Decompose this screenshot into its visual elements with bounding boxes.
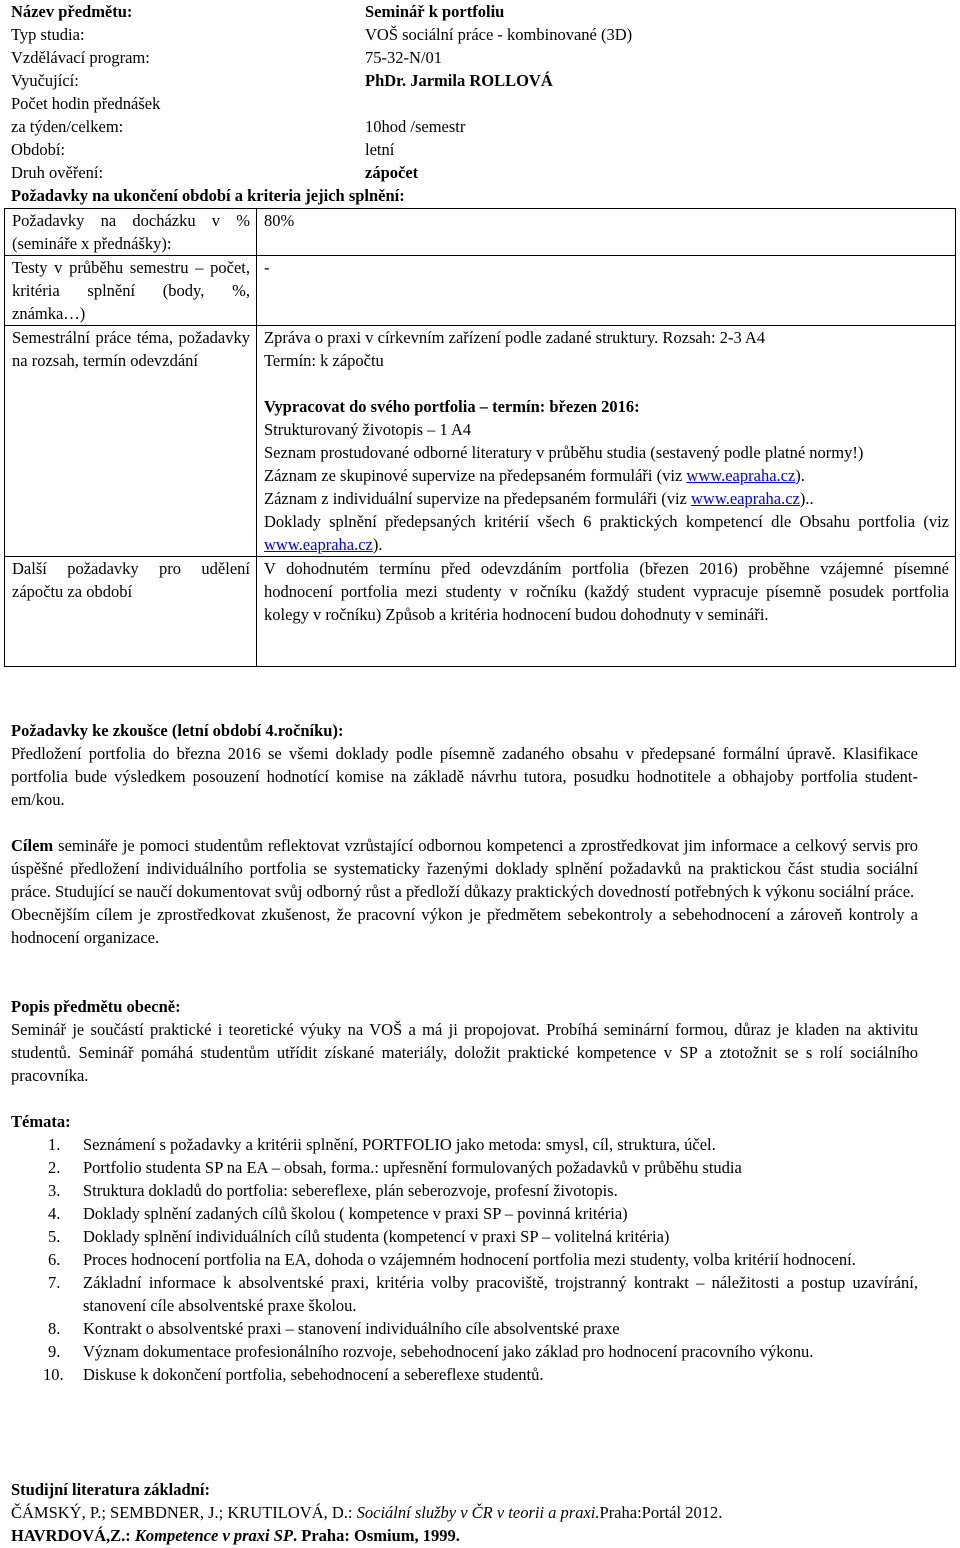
portfolio-item-4: Záznam z individuální supervize na předepsaném formuláři (viz www.eapraha.cz).. <box>264 489 814 508</box>
requirements-table <box>4 208 956 667</box>
table-row <box>5 557 956 667</box>
list-item: 4. Doklady splnění zadaných cílů školou ( kompetence v praxi SP – povinná kritéria) <box>48 1204 628 1223</box>
exam-heading: Požadavky ke zkoušce (letní období 4.ročníku): <box>11 721 344 740</box>
portfolio-item-2: Seznam prostudované odborné literatury v průběhu studia (sestavený podle platné normy!) <box>264 443 864 462</box>
program-value: 75-32-N/01 <box>365 48 442 67</box>
subject-row <box>11 0 951 23</box>
teacher-label: Vyučující: <box>11 71 79 90</box>
goal-lead: Cílem <box>11 836 54 855</box>
list-item: 5. Doklady splnění individuálních cílů studenta (kompetencí v praxi SP – volitelná kritéria) <box>48 1227 670 1246</box>
goal-section <box>11 834 918 949</box>
table-row <box>5 209 956 256</box>
other-requirements-value: V dohodnutém termínu před odevzdáním portfolia (březen 2016) proběhne vzájemné písemné hodnocení portfolia mezi studenty v ročníku (každý student vypracuje písemně posudek portfolia kolegy v ročníku) Způsob a kritéria hodnocení budou dohodnuty v semináři. <box>257 557 956 667</box>
verification-label: Druh ověření: <box>11 163 104 182</box>
table-row <box>5 256 956 326</box>
verification-row <box>11 161 951 184</box>
table-row <box>5 326 956 557</box>
goal-text: semináře je pomoci studentům reflektovat vzrůstající odbornou kompetenci a zprostředkovat jim informace a celkový servis pro úspěšné předložení individuálního portfolia se systematicky řazenými doklady splnění požadavků na praktickou část studia sociální práce. Studující se naučí dokumentovat svůj odborný růst a předloží důkazy praktických dovedností potřebných k výkonu sociální práce. <box>11 836 918 901</box>
requirements-heading: Požadavky na ukončení období a kriteria jejich splnění: <box>11 186 405 205</box>
teacher-value: PhDr. Jarmila ROLLOVÁ <box>365 71 553 90</box>
literature-ref-1: ČÁMSKÝ, P.; SEMBDNER, J.; KRUTILOVÁ, D.: Sociální služby v ČR v teorii a praxi.Praha:Portál 2012. <box>11 1503 723 1522</box>
attendance-label: Požadavky na docházku v % (semináře x přednášky): <box>5 209 257 256</box>
topics-list <box>11 1133 918 1386</box>
other-requirements-label: Další požadavky pro udělení zápočtu za období <box>5 557 257 667</box>
eapraha-link[interactable]: www.eapraha.cz <box>686 466 796 485</box>
hours-row <box>11 115 951 138</box>
literature-ref-2: HAVRDOVÁ,Z.: Kompetence v praxi SP. Praha: Osmium, 1999. <box>11 1526 460 1545</box>
portfolio-heading: Vypracovat do svého portfolia – termín: březen 2016: <box>264 397 640 416</box>
period-label: Období: <box>11 140 66 159</box>
period-row <box>11 138 951 161</box>
attendance-value: 80% <box>257 209 956 256</box>
period-value: letní <box>365 140 395 159</box>
list-item: 3. Struktura dokladů do portfolia: sebereflexe, plán seberozvoje, profesní životopis. <box>48 1181 618 1200</box>
topics-section <box>11 1110 918 1386</box>
literature-heading: Studijní literatura základní: <box>11 1480 210 1499</box>
literature-section <box>11 1478 918 1547</box>
semester-work-value <box>257 326 956 557</box>
description-heading: Popis předmětu obecně: <box>11 997 181 1016</box>
verification-value: zápočet <box>365 163 419 182</box>
semester-work-line1: Zpráva o praxi v církevním zařízení podle zadané struktury. Rozsah: 2-3 A4 <box>264 328 766 347</box>
portfolio-item-5: Doklady splnění předepsaných kritérií všech 6 praktických kompetencí dle Obsahu portfolia (viz www.eapraha.cz). <box>264 512 949 554</box>
eapraha-link[interactable]: www.eapraha.cz <box>264 535 373 554</box>
tests-value: - <box>257 256 956 326</box>
portfolio-item-1: Strukturovaný životopis – 1 A4 <box>264 420 472 439</box>
description-section <box>11 995 918 1087</box>
list-item: 1. Seznámení s požadavky a kritérii splnění, PORTFOLIO jako metoda: smysl, cíl, struktura, účel. <box>48 1135 716 1154</box>
hours-value: 10hod /semestr <box>365 117 466 136</box>
topics-heading: Témata: <box>11 1112 71 1131</box>
study-type-row <box>11 23 951 46</box>
semester-work-line2: Termín: k zápočtu <box>264 351 384 370</box>
hours-label-1: Počet hodin přednášek <box>11 94 161 113</box>
eapraha-link[interactable]: www.eapraha.cz <box>691 489 800 508</box>
description-text: Seminář je součástí praktické i teoretické výuky na VOŠ a má ji propojovat. Probíhá seminární formou, důraz je kladen na aktivitu studentů. Seminář pomáhá studentům utřídit získané materiály, doložit praktické kompetence v SP a ztotožnit se s rolí sociálního pracovníka. <box>11 1020 918 1085</box>
exam-section <box>11 719 918 811</box>
hours-label-row <box>11 92 951 115</box>
subject-label: Název předmětu: <box>11 2 133 21</box>
list-item: 10. Diskuse k dokončení portfolia, sebehodnocení a sebereflexe studentů. <box>43 1365 544 1384</box>
document-page <box>11 0 951 1545</box>
list-item: 2. Portfolio studenta SP na EA – obsah, forma.: upřesnění formulovaných požadavků v průběhu studia <box>48 1158 742 1177</box>
subject-value: Seminář k portfoliu <box>365 2 505 21</box>
semester-work-label: Semestrální práce téma, požadavky na rozsah, termín odevzdání <box>5 326 257 557</box>
program-label: Vzdělávací program: <box>11 48 150 67</box>
list-item: 6. Proces hodnocení portfolia na EA, dohoda o vzájemném hodnocení portfolia mezi studenty, volba kritérií hodnocení. <box>48 1250 856 1269</box>
study-type-value: VOŠ sociální práce - kombinované (3D) <box>365 25 633 44</box>
portfolio-item-3: Záznam ze skupinové supervize na předepsaném formuláři (viz www.eapraha.cz). <box>264 466 805 485</box>
list-item: 7. Základní informace k absolventské praxi, kritéria volby pracoviště, trojstranný kontrakt – náležitosti a postup uzavírání, stanovení cíle absolventské praxe školou. <box>48 1273 918 1315</box>
goal-text-2: Obecnějším cílem je zprostředkovat zkušenost, že pracovní výkon je předmětem sebekontroly a sebehodnocení a zároveň kontroly a hodnocení organizace. <box>11 905 918 947</box>
program-row <box>11 46 951 69</box>
teacher-row <box>11 69 951 92</box>
tests-label: Testy v průběhu semestru – počet, kritéria splnění (body, %, známka…) <box>5 256 257 326</box>
study-type-label: Typ studia: <box>11 25 85 44</box>
goal-paragraph <box>11 834 918 903</box>
list-item: 8. Kontrakt o absolventské praxi – stanovení individuálního cíle absolventské praxe <box>48 1319 620 1338</box>
list-item: 9. Význam dokumentace profesionálního rozvoje, sebehodnocení jako základ pro hodnocení pracovního výkonu. <box>48 1342 814 1361</box>
hours-label-2: za týden/celkem: <box>11 117 124 136</box>
exam-text: Předložení portfolia do března 2016 se všemi doklady podle písemně zadaného obsahu v předepsané formální úpravě. Klasifikace portfolia bude výsledkem posouzení hodnotící komise na základě návrhu tutora, posudku hodnotitele a obhajoby portfolia student-em/kou. <box>11 744 918 809</box>
